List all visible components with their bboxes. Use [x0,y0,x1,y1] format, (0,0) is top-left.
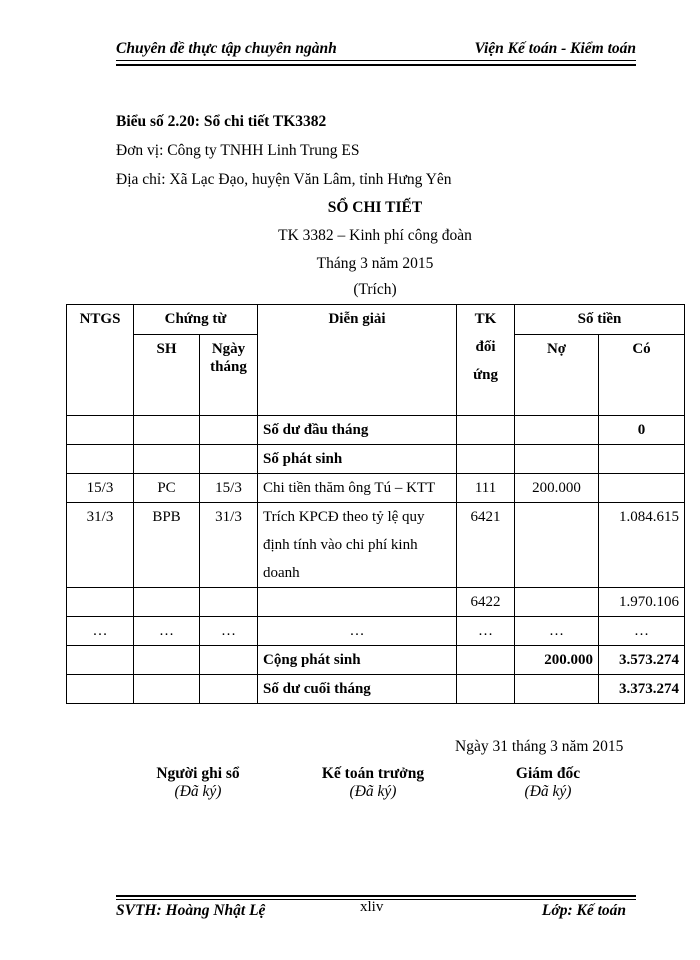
signoff-date: Ngày 31 tháng 3 năm 2015 [455,738,624,755]
col-voucher: Chứng từ [134,305,258,335]
row-credit [599,474,685,503]
row-desc: … [258,617,457,646]
table-row [67,503,685,588]
row-credit: … [599,617,685,646]
chief-accountant-note: (Đã ký) [349,783,397,800]
row-debit: … [515,617,599,646]
opening-row [67,416,685,445]
header-row [67,305,685,335]
director-note: (Đã ký) [524,783,572,800]
row-desc: Chi tiền thăm ông Tú – KTT [258,474,457,503]
ledger-table [66,304,685,704]
row-date: … [200,617,258,646]
header-rule-thick [116,64,636,66]
page-number: xliv [360,899,384,915]
recorder-note: (Đã ký) [174,783,222,800]
row-desc [258,588,457,617]
col-tk [457,305,515,416]
arising-row [67,445,685,474]
form-title: Biểu số 2.20: Sổ chi tiết TK3382 [116,113,327,130]
signature-director [478,765,618,801]
col-date-line2: tháng [210,359,247,375]
table-row [67,474,685,503]
opening-credit: 0 [599,416,685,445]
arising-label: Số phát sinh [258,445,457,474]
row-sh: … [134,617,200,646]
row-tk: 6422 [457,588,515,617]
footer-student: SVTH: Hoàng Nhật Lệ [116,902,266,919]
header-right: Viện Kế toán - Kiểm toán [474,40,636,57]
chief-accountant-role: Kế toán trưởng [321,765,425,782]
row-date: 31/3 [200,503,258,588]
col-tk-line3: ứng [473,367,498,383]
row-tk: … [457,617,515,646]
row-debit [515,503,599,588]
period-line: Tháng 3 năm 2015 [316,255,434,272]
col-amount: Số tiền [515,305,685,335]
ledger-title: SỔ CHI TIẾT [327,199,423,216]
header-left: Chuyên đề thực tập chuyên ngành [116,40,337,57]
col-credit: Có [599,335,685,416]
row-debit [515,588,599,617]
row-credit: 1.084.615 [599,503,685,588]
opening-label: Số dư đầu tháng [258,416,457,445]
footer-class: Lớp: Kế toán [541,902,626,919]
total-row [67,646,685,675]
col-sh: SH [134,335,200,416]
col-date [200,335,258,416]
row-debit: 200.000 [515,474,599,503]
row-sh: BPB [134,503,200,588]
row-credit: 1.970.106 [599,588,685,617]
account-line: TK 3382 – Kinh phí công đoàn [278,227,472,244]
row-tk: 6421 [457,503,515,588]
footer-rule-thick [116,895,636,897]
director-role: Giám đốc [515,765,581,782]
row-ntgs [67,588,134,617]
total-credit: 3.573.274 [599,646,685,675]
total-debit: 200.000 [515,646,599,675]
total-label: Cộng phát sinh [258,646,457,675]
signature-chief-accountant [298,765,448,801]
col-date-line1: Ngày [211,341,246,357]
table-row [67,617,685,646]
extract-line: (Trích) [353,281,397,298]
recorder-role: Người ghi sổ [156,765,240,782]
closing-label: Số dư cuối tháng [258,675,457,704]
signature-recorder [128,765,268,801]
row-date: 15/3 [200,474,258,503]
row-ntgs: 15/3 [67,474,134,503]
col-tk-line1: TK [474,311,497,327]
col-description: Diễn giải [258,305,457,416]
row-tk: 111 [457,474,515,503]
row-ntgs: … [67,617,134,646]
col-ntgs: NTGS [67,305,134,416]
table-row [67,588,685,617]
col-tk-line2: đối [475,339,496,355]
row-ntgs: 31/3 [67,503,134,588]
row-desc: Trích KPCĐ theo tỷ lệ quy định tính vào chi phí kinh doanh [258,503,457,588]
row-sh [134,588,200,617]
unit-line: Đơn vị: Công ty TNHH Linh Trung ES [116,142,360,159]
row-date [200,588,258,617]
closing-row [67,675,685,704]
col-debit: Nợ [515,335,599,416]
closing-credit: 3.373.274 [599,675,685,704]
address-line: Địa chỉ: Xã Lạc Đạo, huyện Văn Lâm, tỉnh Hưng Yên [116,171,452,188]
header-rule [116,60,636,61]
row-sh: PC [134,474,200,503]
